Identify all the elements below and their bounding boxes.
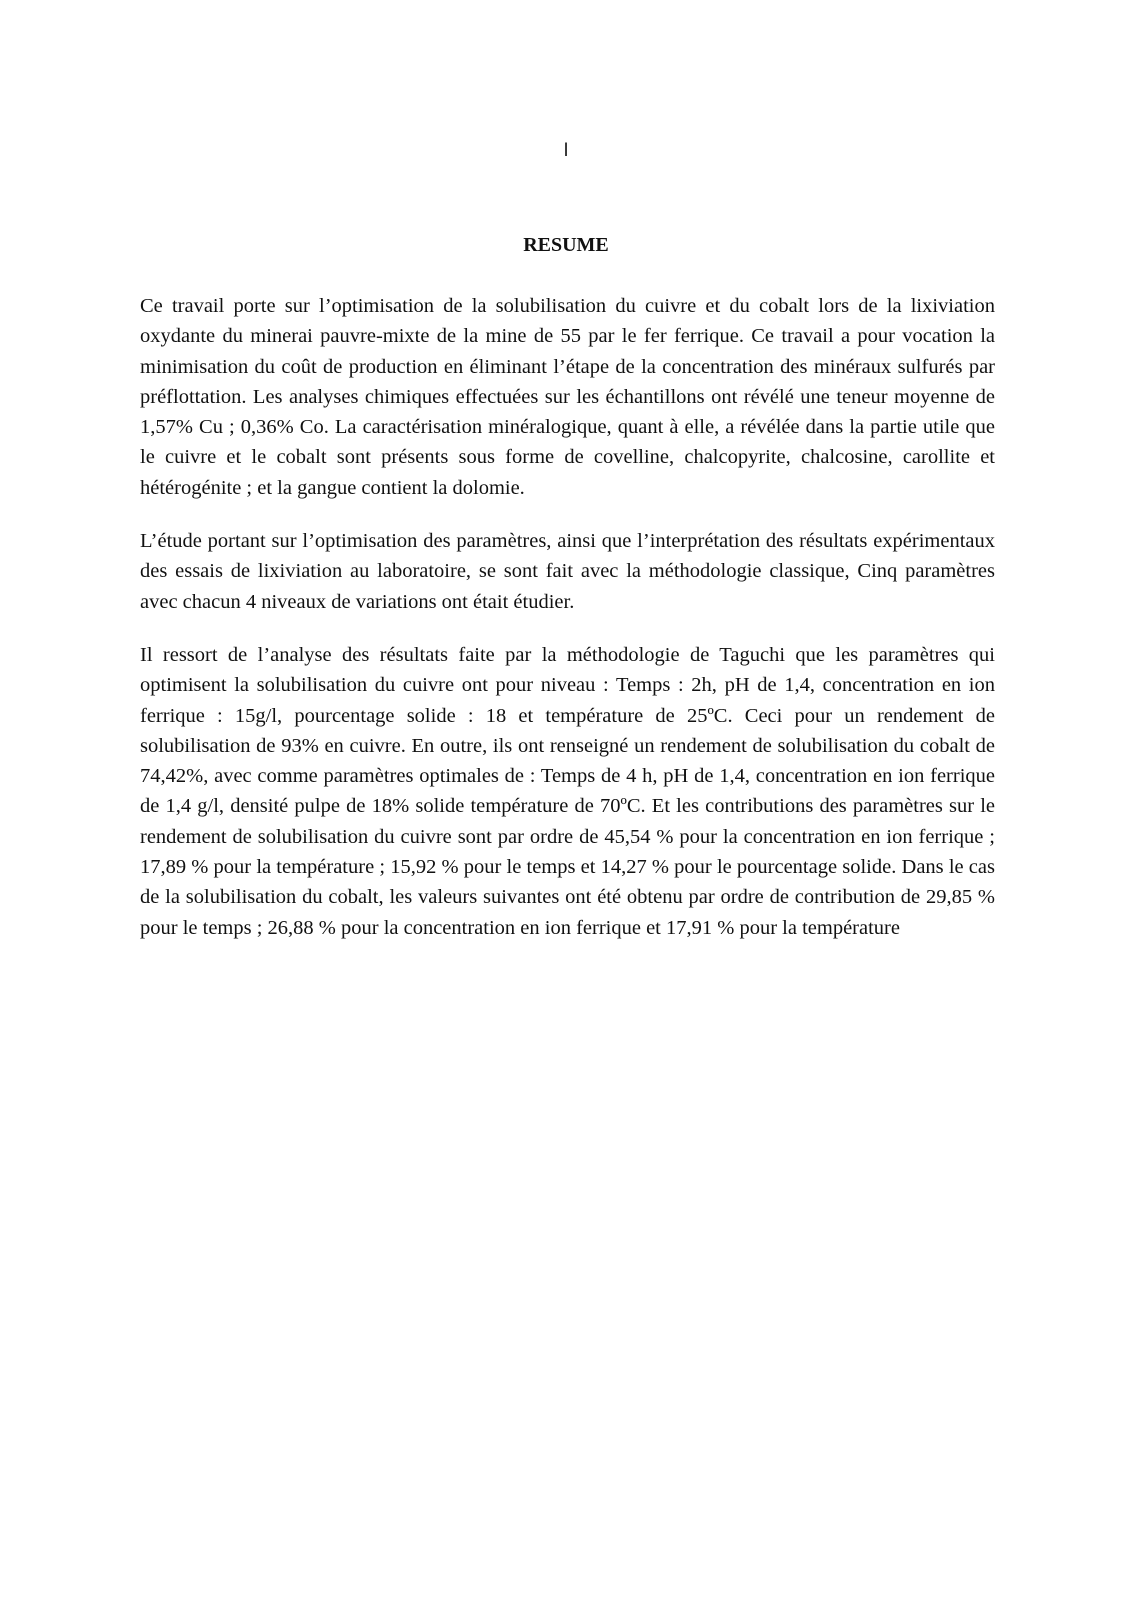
paragraph-2: L’étude portant sur l’optimisation des paramètres, ainsi que l’interprétation des résultats expérimentaux des essais de lixiviation au laboratoire, se sont fait avec la méthodologie classique, Cinq paramètres avec chacun 4 niveaux de variations ont était étudier. bbox=[140, 530, 995, 613]
paragraph-3: Il ressort de l’analyse des résultats faite par la méthodologie de Taguchi que les paramètres qui optimisent la solubilisation du cuivre ont pour niveau : Temps : 2h, pH de 1,4, concentration en ion ferrique : 15g/l, pourcentage solide : 18 et température de 25ºC. Ceci pour un rendement de solubilisation de 93% en cuivre. En outre, ils ont renseigné un rendement de solubilisation du cobalt de 74,42%, avec comme paramètres optimales de : Temps de 4 h, pH de 1,4, concentration en ion ferrique de 1,4 g/l, densité pulpe de 18% solide température de 70ºC. Et les contributions des paramètres sur le rendement de solubilisation du cuivre sont par ordre de 45,54 % pour la concentration en ion ferrique ; 17,89 % pour la température ; 15,92 % pour le temps et 14,27 % pour le pourcentage solide. Dans le cas de la solubilisation du cobalt, les valeurs suivantes ont été obtenu par ordre de contribution de 29,85 % pour le temps ; 26,88 % pour la concentration en ion ferrique et 17,91 % pour la température bbox=[140, 643, 995, 939]
section-title: RESUME bbox=[523, 234, 609, 256]
paragraph-1: Ce travail porte sur l’optimisation de la solubilisation du cuivre et du cobalt lors de la lixiviation oxydante du minerai pauvre-mixte de la mine de 55 par le fer ferrique. Ce travail a pour vocation la minimisation du coût de production en éliminant l’étape de la concentration des minéraux sulfurés par préflottation. Les analyses chimiques effectuées sur les échantillons ont révélé une teneur moyenne de 1,57% Cu ; 0,36% Co. La caractérisation minéralogique, quant à elle, a révélée dans la partie utile que le cuivre et le cobalt sont présents sous forme de covelline, chalcopyrite, chalcosine, carollite et hétérogénite ; et la gangue contient la dolomie. bbox=[140, 295, 995, 499]
abstract-body bbox=[140, 291, 995, 966]
page-number: I bbox=[563, 140, 569, 161]
